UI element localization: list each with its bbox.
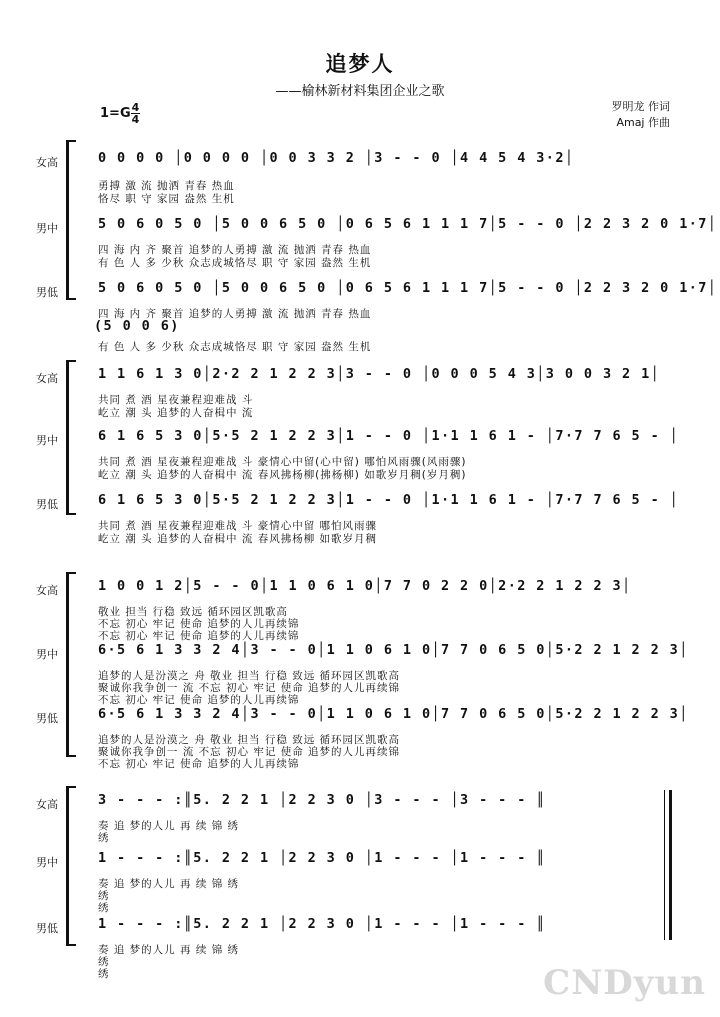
bass-notes: 6 1 6 5 3 0│5·5 2 1 2 2 3│1 - - 0 │1·1 1 6 1 - │7·7 7 6 5 - │ [98, 492, 680, 508]
bass-notes: 6·5 6 1 3 3 2 4│3 - - 0│1 1 0 6 1 0│7 7 0 6 5 0│5·2 2 1 2 2 3│ [98, 706, 689, 722]
alto-lyrics-line-2: 屹立 潮 头 追梦的人奋楫中 流 春风拂杨柳(拂杨柳) 如歌岁月稠(岁月稠) [98, 469, 467, 481]
soprano-lyrics-line-2: 不忘 初心 牢记 使命 追梦的人儿再续锦 [98, 618, 300, 630]
soprano-notes: 1 1 6 1 3 0│2·2 2 1 2 2 3│3 - - 0 │0 0 0 5 4 3│3 0 0 3 2 1│ [98, 366, 661, 382]
time-signature-numerator: 4 [131, 101, 140, 114]
song-title: 追梦人 [325, 52, 395, 76]
soprano-lyrics-line-1: 共同 煮 酒 星夜兼程迎难战 斗 [98, 394, 254, 406]
soprano-notes: 0 0 0 0 │0 0 0 0 │0 0 3 3 2 │3 - - 0 │4 4 5 4 3·2│ [98, 150, 575, 166]
soprano-lyrics-line-2: 恪尽 职 守 家园 盎然 生机 [98, 193, 235, 205]
voice-label-soprano: 女高 [36, 372, 58, 385]
alto-lyrics-line-2: 绣 [98, 890, 110, 902]
bass-notes: 5 0 6 0 5 0 │5 0 0 6 5 0 │0 6 5 6 1 1 1 7│5 - - 0 │2 2 3 2 0 1·7│ [98, 280, 718, 296]
soprano-lyrics-line-1: 奏 追 梦的人儿 再 续 锦 绣 [98, 820, 240, 832]
time-signature [131, 102, 140, 125]
bass-lyrics-line-3: 绣 [98, 968, 110, 980]
voice-label-alto: 男中 [36, 856, 58, 869]
alto-lyrics-line-1: 追梦的人是汾漠之 舟 敬业 担当 行稳 致远 循环园区凯歌高 [98, 670, 401, 682]
alto-notes: 5 0 6 0 5 0 │5 0 0 6 5 0 │0 6 5 6 1 1 1 7│5 - - 0 │2 2 3 2 0 1·7│ [98, 216, 718, 232]
alto-notes: 6 1 6 5 3 0│5·5 2 1 2 2 3│1 - - 0 │1·1 1 6 1 - │7·7 7 6 5 - │ [98, 428, 680, 444]
alto-notes: 1 - - - :║5. 2 2 1 │2 2 3 0 │1 - - - │1 - - - ║ [98, 850, 546, 866]
voice-label-alto: 男中 [36, 222, 58, 235]
alto-lyrics-line-1: 奏 追 梦的人儿 再 续 锦 绣 [98, 878, 240, 890]
alto-lyrics-line-2: 有 色 人 多 少秋 众志成城恪尽 职 守 家园 盎然 生机 [98, 257, 372, 269]
soprano-notes: 1 0 0 1 2│5 - - 0│1 1 0 6 1 0│7 7 0 2 2 0│2·2 2 1 2 2 3│ [98, 578, 632, 594]
song-subtitle: ——榆林新材料集团企业之歌 [275, 84, 445, 99]
voice-label-soprano: 女高 [36, 156, 58, 169]
voice-label-bass: 男低 [36, 498, 58, 511]
bass-lyrics-line-2: 聚诚你我争创一 流 不忘 初心 牢记 使命 追梦的人儿再续锦 [98, 746, 401, 758]
bass-lyrics-line-2: 绣 [98, 956, 110, 968]
system-brace [66, 572, 75, 757]
bass-lyrics-line-1: 追梦的人是汾漠之 舟 敬业 担当 行稳 致远 循环园区凯歌高 [98, 734, 401, 746]
alto-lyrics-line-3: 绣 [98, 902, 110, 914]
voice-label-soprano: 女高 [36, 584, 58, 597]
bass-lyrics-line-1: 奏 追 梦的人儿 再 续 锦 绣 [98, 944, 240, 956]
watermark-logo: CNDyun [543, 963, 706, 1003]
alto-lyrics-line-1: 四 海 内 齐 聚首 追梦的人勇搏 激 流 抛洒 青春 热血 [98, 244, 372, 256]
voice-label-alto: 男中 [36, 648, 58, 661]
soprano-lyrics-line-2: 绣 [98, 832, 110, 844]
voice-label-bass: 男低 [36, 712, 58, 725]
soprano-lyrics-line-1: 敬业 担当 行稳 致远 循环园区凯歌高 [98, 606, 288, 618]
alto-notes: 6·5 6 1 3 3 2 4│3 - - 0│1 1 0 6 1 0│7 7 0 6 5 0│5·2 2 1 2 2 3│ [98, 642, 689, 658]
soprano-lyrics-line-2: 屹立 潮 头 追梦的人奋楫中 流 [98, 407, 254, 419]
bass-lyrics-line-2: 屹立 潮 头 追梦的人奋楫中 流 春风拂杨柳 如歌岁月稠 [98, 533, 378, 545]
lyricist-credit: 罗明龙 作词 [611, 100, 670, 113]
system-brace [66, 786, 75, 946]
alto-lyrics-line-2: 聚诚你我争创一 流 不忘 初心 牢记 使命 追梦的人儿再续锦 [98, 682, 401, 694]
bass-lyrics-line-2: 有 色 人 多 少秋 众志成城恪尽 职 守 家园 盎然 生机 [98, 341, 372, 353]
soprano-lyrics-line-3: 不忘 初心 牢记 使命 追梦的人儿再续锦 [98, 630, 300, 642]
system-brace [66, 360, 75, 515]
voice-label-bass: 男低 [36, 922, 58, 935]
bass-lyrics-line-3: 不忘 初心 牢记 使命 追梦的人儿再续锦 [98, 758, 300, 770]
soprano-lyrics-line-1: 勇搏 激 流 抛洒 青春 热血 [98, 180, 235, 192]
soprano-notes: 3 - - - :║5. 2 2 1 │2 2 3 0 │3 - - - │3 - - - ║ [98, 792, 546, 808]
voice-label-alto: 男中 [36, 434, 58, 447]
composer-credit: Amaj 作曲 [616, 116, 670, 129]
alto-lyrics-line-1: 共同 煮 酒 星夜兼程迎难战 斗 豪情心中留(心中留) 哪怕风雨骤(风雨骤) [98, 456, 467, 468]
bass-alternate-notes: (5 0 0 6) [94, 318, 180, 334]
bass-lyrics-line-1: 四 海 内 齐 聚首 追梦的人勇搏 激 流 抛洒 青春 热血 [98, 308, 372, 320]
final-barline [664, 790, 672, 940]
bass-lyrics-line-1: 共同 煮 酒 星夜兼程迎难战 斗 豪情心中留 哪怕风雨骤 [98, 520, 378, 532]
voice-label-bass: 男低 [36, 286, 58, 299]
system-brace [66, 140, 75, 300]
time-signature-denominator: 4 [131, 113, 140, 126]
alto-lyrics-line-3: 不忘 初心 牢记 使命 追梦的人儿再续锦 [98, 694, 300, 706]
voice-label-soprano: 女高 [36, 798, 58, 811]
bass-notes: 1 - - - :║5. 2 2 1 │2 2 3 0 │1 - - - │1 - - - ║ [98, 916, 546, 932]
key-signature: 1=G [100, 106, 131, 121]
